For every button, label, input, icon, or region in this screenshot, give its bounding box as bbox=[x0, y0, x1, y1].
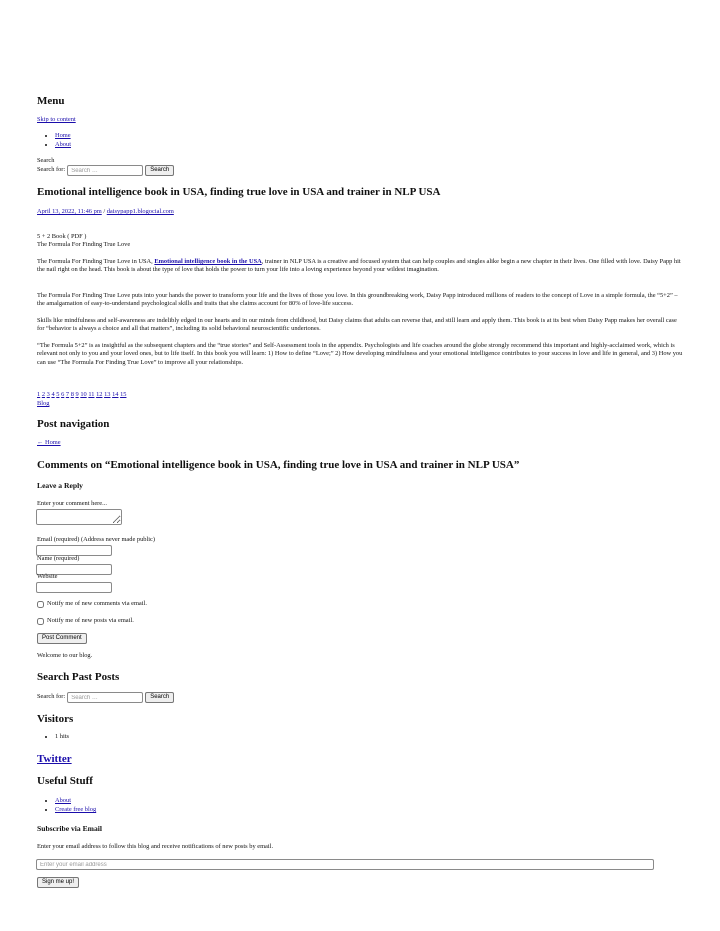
sidebar-search-input[interactable] bbox=[67, 692, 143, 703]
post-paragraph-4: “The Formula 5+2” is as insightful as the subsequent chapters and the “true stories” and Self-Assessment tools in the appendix. Psychologists and life coaches around the globe strongly recommend this important and highly-acclaimed work, which is relevant not only to you and your loved ones, but to life itself. In this book you will learn: 1) How to define “Love;” 2) How developing mindfulness and your emotional intelligence contributes to your success in love and life in general, and 3) How you can use “The Formula For Finding True Love” to improve all your relationships. bbox=[37, 342, 683, 366]
twitter-heading bbox=[37, 752, 72, 767]
prev-post-link[interactable]: ← Home bbox=[37, 439, 61, 446]
hits-count: • 1 hits bbox=[55, 733, 69, 741]
visitors-heading: Visitors bbox=[37, 713, 74, 725]
skip-to-content-link[interactable]: Skip to content bbox=[37, 116, 76, 123]
page-link[interactable]: 9 bbox=[75, 391, 79, 398]
notify-comments-label: Notify me of new comments via email. bbox=[47, 600, 147, 607]
page-link[interactable]: 13 bbox=[104, 391, 111, 398]
page-link[interactable]: 4 bbox=[51, 391, 55, 398]
name-label: Name (required) bbox=[37, 555, 80, 562]
book-line-2: The Formula For Finding True Love bbox=[37, 241, 131, 248]
page-link[interactable]: 12 bbox=[96, 391, 103, 398]
subscribe-email-input[interactable] bbox=[36, 859, 654, 870]
sidebar-search-label: Search for: bbox=[37, 693, 66, 701]
notify-comments-checkbox[interactable] bbox=[37, 601, 44, 608]
post-meta bbox=[37, 208, 174, 216]
welcome-text: Welcome to our blog. bbox=[37, 652, 93, 659]
email-label: Email (required) (Address never made public) bbox=[37, 536, 156, 543]
meta-separator: / bbox=[103, 208, 106, 215]
page-link[interactable]: 8 bbox=[70, 391, 74, 398]
post-paragraph-2: The Formula For Finding True Love puts into your hands the power to transform your life and the lives of those you love. In this groundbreaking work, Daisy Papp introduced millions of readers to the concept of Love in a simple formula, the “5+2” – the amalgamation of easy-to-understand psychological skills and traits that she claims account for 80% of love-life success. bbox=[37, 292, 678, 308]
p1-text-before: The Formula For Finding True Love in USA, bbox=[37, 258, 155, 265]
nav-item-about bbox=[55, 140, 71, 149]
subscribe-description: Enter your email address to follow this blog and receive notifications of new posts by email. bbox=[37, 843, 274, 850]
notify-comments-row bbox=[37, 600, 147, 608]
search-title: Search bbox=[37, 157, 55, 164]
p1-text-after: , trainer in NLP USA is a creative and focused system that can help couples and singles alike begin a new chapter in their lives. One filled with love. Daisy Papp hit the nail right on the head. This book is about the type of love that holds the power to turn your life into a loving experience beyond your wildest imagination. bbox=[37, 258, 681, 274]
post-paragraph-1 bbox=[37, 258, 685, 275]
twitter-link[interactable]: Twitter bbox=[37, 753, 72, 765]
main-nav bbox=[43, 131, 71, 149]
post-author-link[interactable]: daisypapp1.blogocial.com bbox=[106, 208, 174, 215]
nav-link-about[interactable]: About bbox=[55, 141, 71, 148]
menu-heading: Menu bbox=[37, 95, 65, 107]
page-link[interactable]: 10 bbox=[80, 391, 87, 398]
sign-me-up-button[interactable]: Sign me up! bbox=[37, 877, 79, 888]
page-link[interactable]: 2 bbox=[41, 391, 46, 398]
search-past-posts-heading: Search Past Posts bbox=[37, 671, 120, 683]
search-input[interactable] bbox=[67, 165, 143, 176]
category-link-blog[interactable]: Blog bbox=[37, 400, 50, 407]
comment-prompt: Enter your comment here... bbox=[37, 500, 107, 507]
leave-reply-heading: Leave a Reply bbox=[37, 481, 83, 490]
post-navigation-heading: Post navigation bbox=[37, 418, 110, 430]
page-link[interactable]: 3 bbox=[46, 391, 50, 398]
notify-posts-label: Notify me of new posts via email. bbox=[47, 617, 134, 624]
useful-link-about[interactable]: About bbox=[55, 797, 71, 804]
sidebar-search-button[interactable]: Search bbox=[145, 692, 174, 703]
header-search-form bbox=[37, 165, 174, 176]
emotional-intelligence-book-link[interactable]: Emotional intelligence book in the USA bbox=[154, 258, 262, 265]
visitors-list bbox=[43, 733, 69, 741]
nav-item-home bbox=[55, 131, 71, 140]
useful-item-create-blog bbox=[55, 805, 96, 814]
useful-stuff-heading: Useful Stuff bbox=[37, 775, 93, 787]
page-link[interactable]: 14 bbox=[112, 391, 119, 398]
page-link[interactable]: 6 bbox=[61, 391, 65, 398]
page-link[interactable]: 1 bbox=[37, 391, 41, 398]
book-line-1: 5 + 2 Book ( PDF ) bbox=[37, 233, 87, 240]
page-link[interactable]: 5 bbox=[56, 391, 60, 398]
post-paragraph-3: Skills like mindfulness and self-awareness are indelibly edged in our hearts and in our minds from childhood, but Daisy claims that adults can reverse that, and still learn and apply them. This book is at its best when Daisy Papp makes her overall case for “behavior is always a choice and all that matters”, including its solid behavioral neuroscientific undertones. bbox=[37, 317, 677, 333]
website-label: Website bbox=[37, 573, 58, 580]
useful-link-create-blog[interactable]: Create free blog bbox=[55, 806, 97, 813]
page-link[interactable]: 15 bbox=[120, 391, 127, 398]
page-link[interactable]: 11 bbox=[88, 391, 95, 398]
notify-posts-checkbox[interactable] bbox=[37, 618, 44, 625]
page-link[interactable]: 7 bbox=[65, 391, 70, 398]
page-links bbox=[37, 391, 126, 399]
subscribe-heading: Subscribe via Email bbox=[37, 824, 102, 833]
search-label: Search for: bbox=[37, 166, 66, 174]
search-button[interactable]: Search bbox=[145, 165, 174, 176]
sidebar-search-form bbox=[37, 692, 174, 703]
useful-links-list bbox=[43, 796, 96, 814]
useful-item-about bbox=[55, 796, 96, 805]
comment-textarea[interactable] bbox=[36, 509, 122, 525]
notify-posts-row bbox=[37, 617, 134, 625]
post-date-link[interactable]: April 13, 2022, 11:46 pm bbox=[37, 208, 102, 215]
post-comment-button[interactable]: Post Comment bbox=[37, 633, 87, 644]
post-title: Emotional intelligence book in USA, finding true love in USA and trainer in NLP USA bbox=[37, 186, 441, 198]
nav-link-home[interactable]: Home bbox=[55, 132, 71, 139]
comments-heading: Comments on “Emotional intelligence book in USA, finding true love in USA and trainer in NLP USA” bbox=[37, 459, 520, 471]
website-field[interactable] bbox=[36, 582, 112, 593]
